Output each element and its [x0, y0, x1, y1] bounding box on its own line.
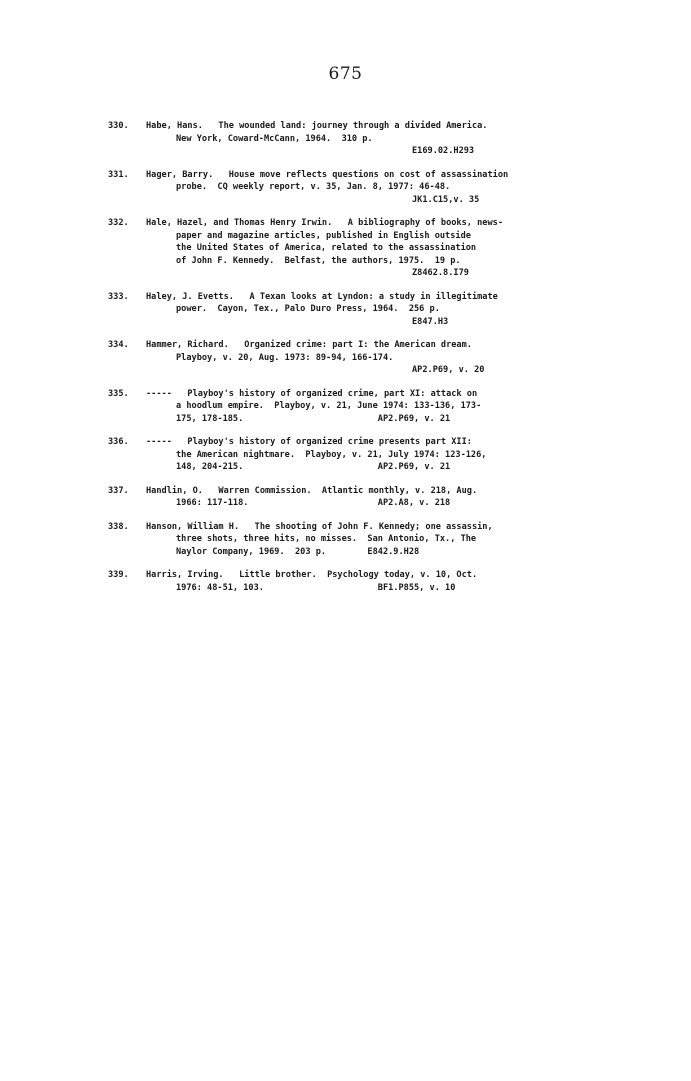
bibliography-entry [108, 485, 588, 510]
entry-text: New York, Coward-McCann, 1964. 310 p. [176, 133, 373, 144]
entry-number: 338. [108, 521, 129, 532]
entry-number: 332. [108, 218, 129, 228]
entry-number: 336. [108, 437, 129, 447]
entry-text: paper and magazine articles, published in English outside [176, 230, 471, 241]
call-number: JK1.C15,v. 35 [412, 194, 480, 205]
call-number: AP2.P69, v. 20 [412, 365, 485, 375]
entry-text: Hager, Barry. House move reflects questions on cost of assassination [146, 169, 509, 180]
entry-text: power. Cayon, Tex., Palo Duro Press, 1964. 256 p. [176, 304, 440, 314]
bibliography-entry [108, 436, 588, 474]
call-number: E847.H3 [412, 316, 449, 327]
entry-text: Naylor Company, 1969. 203 p. E842.9.H28 [176, 546, 420, 557]
bibliography-entry [108, 388, 588, 426]
entry-number: 335. [108, 388, 129, 399]
entry-text: ----- Playboy's history of organized crime presents part XII: [146, 437, 472, 447]
entry-text: Haley, J. Evetts. A Texan looks at Lyndon: a study in illegitimate [146, 291, 498, 302]
entry-text: Habe, Hans. The wounded land: journey through a divided America. [146, 121, 488, 131]
entry-text: 175, 178-185. AP2.P69, v. 21 [176, 413, 451, 424]
bibliography-entry [108, 339, 588, 377]
entry-number: 339. [108, 570, 129, 580]
entry-text: a hoodlum empire. Playboy, v. 21, June 1974: 133-136, 173- [176, 401, 482, 411]
bibliography-entry [108, 169, 588, 207]
entry-number: 330. [108, 121, 129, 131]
entry-text: the United States of America, related to the assassination [176, 243, 477, 253]
entry-number: 333. [108, 291, 129, 302]
entry-text: Hanson, William H. The shooting of John F. Kennedy; one assassin, [146, 521, 493, 532]
entry-text: Playboy, v. 20, Aug. 1973: 89-94, 166-174. [176, 352, 394, 363]
bibliography-list [108, 120, 588, 605]
entry-text: three shots, three hits, no misses. San Antonio, Tx., The [176, 534, 477, 544]
bibliography-entry [108, 569, 588, 594]
entry-text: of John F. Kennedy. Belfast, the authors, 1975. 19 p. [176, 255, 461, 266]
entry-text: ----- Playboy's history of organized crime, part XI: attack on [146, 388, 478, 399]
entry-text: 1966: 117-118. AP2.A8, v. 218 [176, 498, 451, 508]
call-number: E169.02.H293 [412, 146, 475, 156]
page-number: 675 [328, 64, 363, 84]
call-number: Z8462.8.I79 [412, 268, 469, 278]
entry-text: Handlin, O. Warren Commission. Atlantic monthly, v. 218, Aug. [146, 485, 478, 496]
entry-text: the American nightmare. Playboy, v. 21, July 1974: 123-126, [176, 449, 487, 460]
entry-text: Hale, Hazel, and Thomas Henry Irwin. A bibliography of books, news- [146, 218, 503, 228]
entry-number: 334. [108, 340, 129, 350]
entry-text: probe. CQ weekly report, v. 35, Jan. 8, 1977: 46-48. [176, 182, 451, 192]
entry-number: 337. [108, 485, 129, 496]
entry-text: Harris, Irving. Little brother. Psychology today, v. 10, Oct. [146, 570, 478, 580]
entry-text: 148, 204-215. AP2.P69, v. 21 [176, 462, 451, 472]
bibliography-entry [108, 521, 588, 559]
bibliography-entry [108, 120, 588, 158]
entry-number: 331. [108, 169, 129, 180]
entry-text: Hammer, Richard. Organized crime: part I: the American dream. [146, 340, 472, 350]
bibliography-entry [108, 217, 588, 280]
entry-text: 1976: 48-51, 103. BF1.P855, v. 10 [176, 582, 456, 593]
bibliography-entry [108, 291, 588, 329]
